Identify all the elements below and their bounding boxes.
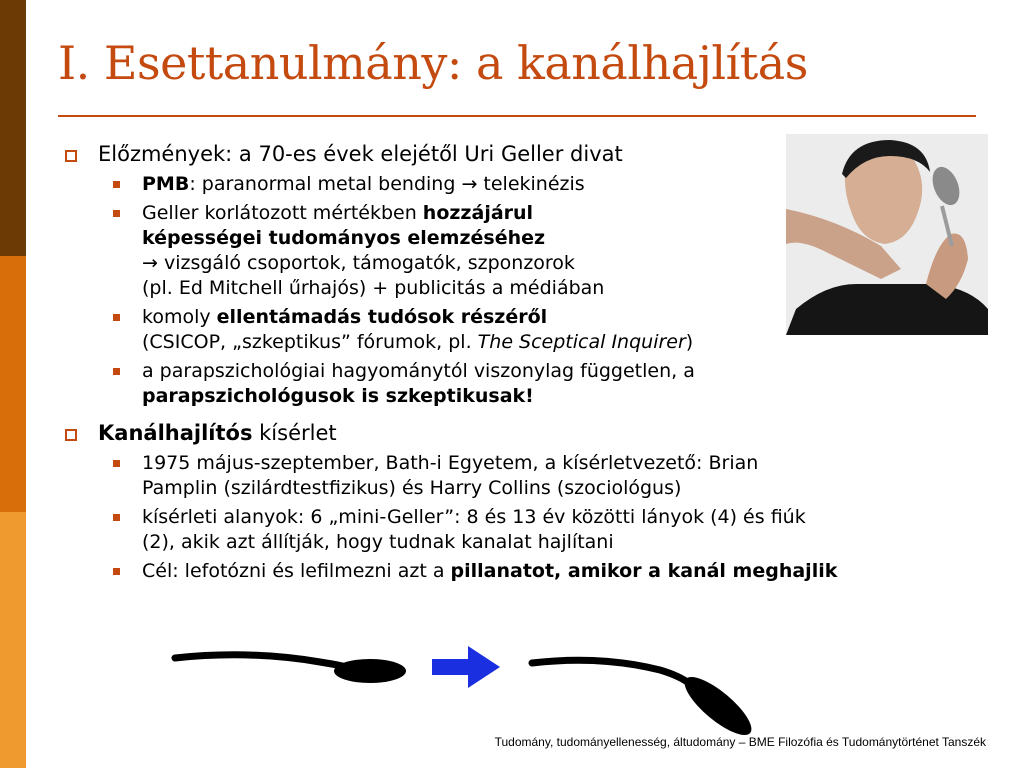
sub-bullet-bath: [62, 451, 992, 501]
spoon-bending-illustration: [170, 640, 780, 740]
term-pmb: PMB: [142, 173, 190, 195]
right-arrow-icon: [432, 646, 500, 688]
experiment-bold: Kanálhajlítós: [98, 421, 253, 445]
decorative-sidebar: [0, 0, 26, 768]
geller-publicity: (pl. Ed Mitchell űrhajós) + publicitás a médiában: [142, 277, 605, 299]
goal-bold: pillanatot, amikor a kanál meghajlik: [450, 560, 838, 582]
pmb-definition: : paranormal metal bending: [189, 173, 456, 195]
experiment-label: kísérlet: [252, 421, 337, 445]
sub-bullet-subjects: [62, 505, 992, 555]
geller-text: Geller korlátozott mértékben: [142, 202, 423, 224]
sidebar-segment-dark: [0, 0, 26, 256]
bath-line1: 1975 május-szeptember, Bath-i Egyetem, a kísérletvezető: Brian: [142, 452, 759, 474]
pmb-telekinesis: telekinézis: [483, 173, 585, 195]
square-bullet-icon: [113, 514, 120, 521]
square-bullet-icon: [113, 460, 120, 467]
square-bullet-icon: [113, 181, 120, 188]
right-arrow-icon: →: [142, 252, 158, 274]
right-arrow-icon: →: [461, 173, 478, 195]
parapsy-bold: parapszichológusok is szkeptikusak!: [142, 385, 534, 407]
slide-title: I. Esettanulmány: a kanálhajlítás: [58, 36, 808, 90]
bath-line2: Pamplin (szilárdtestfizikus) és Harry Collins (szociológus): [142, 477, 682, 499]
sidebar-segment-mid: [0, 256, 26, 512]
square-bullet-icon: [113, 314, 120, 321]
title-underline: [58, 115, 976, 117]
footer-text: Tudomány, tudományellenesség, áltudomány – BME Filozófia és Tudománytörténet Tanszék: [494, 735, 986, 749]
square-bullet-icon: [113, 368, 120, 375]
csicop-text: (CSICOP, „szkeptikus” fórumok, pl.: [142, 331, 478, 353]
bent-spoon-icon: [532, 660, 759, 740]
square-bullet-icon: [113, 568, 120, 575]
parapsy-text: a parapszichológiai hagyománytól viszonylag független, a: [142, 360, 695, 382]
journal-name: The Sceptical Inquirer: [477, 331, 686, 353]
bullet-experiment: [62, 419, 992, 447]
subjects-line2: (2), akik azt állítják, hogy tudnak kanalat hajlítani: [142, 531, 614, 553]
uri-geller-photo: [786, 134, 988, 335]
bullet-text: Előzmények: a 70-es évek elejétől Uri Geller divat: [98, 142, 623, 166]
square-bullet-icon: [113, 210, 120, 217]
subjects-line1: kísérleti alanyok: 6 „mini-Geller”: 8 és 13 év közötti lányok (4) és fiúk: [142, 506, 806, 528]
geller-bold-line2: képességei tudományos elemzéséhez: [142, 227, 546, 249]
csicop-close: ): [685, 331, 694, 353]
hollow-square-bullet-icon: [65, 429, 77, 441]
hollow-square-bullet-icon: [65, 150, 77, 162]
goal-text: Cél: lefotózni és lefilmezni azt a: [142, 560, 451, 582]
straight-spoon-icon: [175, 655, 406, 683]
counterattack-text: komoly: [142, 306, 217, 328]
sub-bullet-parapsychology: [62, 359, 992, 409]
counterattack-bold: ellentámadás tudósok részéről: [216, 306, 548, 328]
geller-groups: vizsgáló csoportok, támogatók, szponzorok: [163, 252, 575, 274]
sidebar-segment-light: [0, 512, 26, 768]
sub-bullet-goal: [62, 559, 992, 584]
geller-bold: hozzájárul: [422, 202, 534, 224]
